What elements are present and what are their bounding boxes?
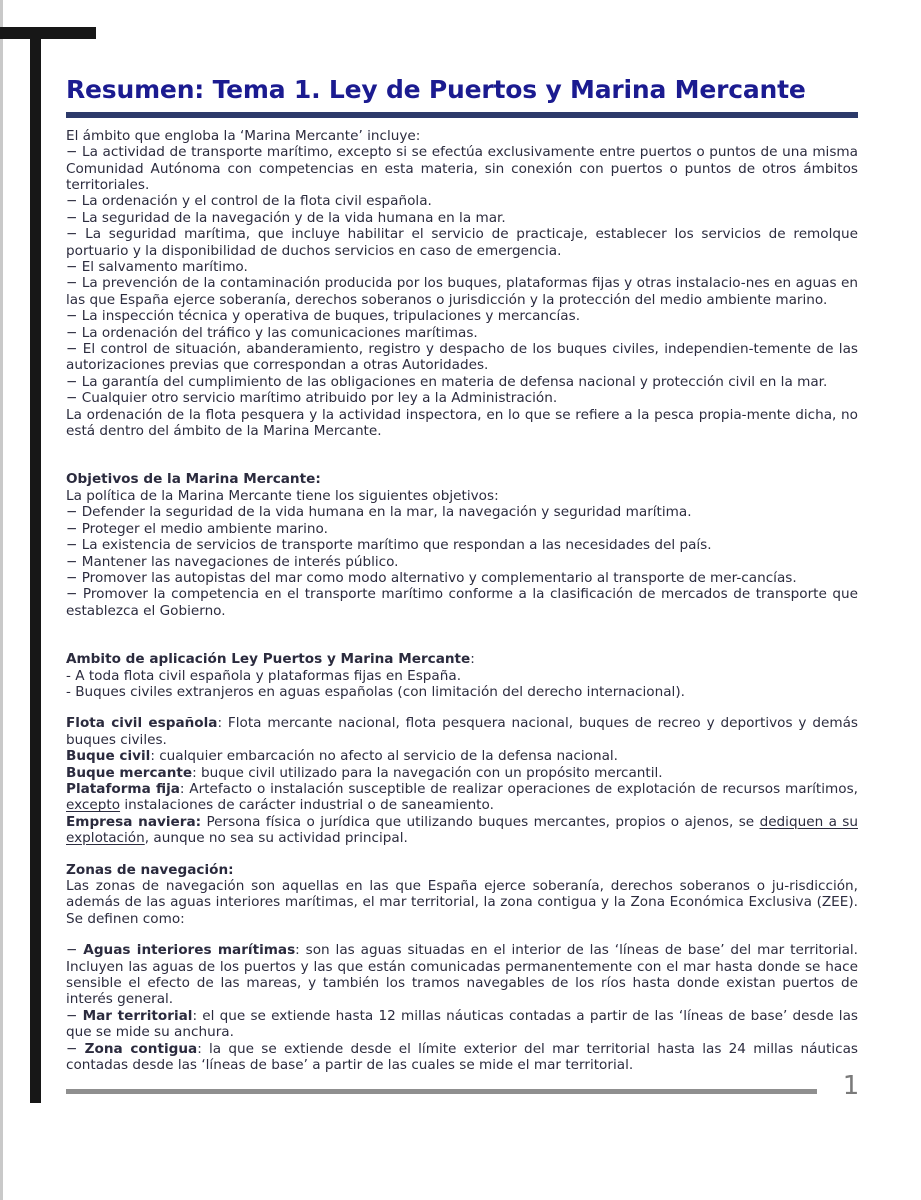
definition-empresa-naviera — [66, 814, 858, 847]
list-item: − Promover las autopistas del mar como modo alternativo y complementario al transporte de mer-cancías. — [66, 569, 797, 586]
page-title: Resumen: Tema 1. Ley de Puertos y Marina Mercante — [66, 75, 806, 104]
underlined-text: dediquen a su explotación — [66, 813, 858, 847]
page-number: 1 — [842, 1071, 860, 1101]
intro-lead: El ámbito que engloba la ‘Marina Mercante’ incluye: — [66, 127, 421, 144]
underlined-text: excepto — [66, 797, 121, 814]
list-item: − El salvamento marítimo. — [66, 259, 248, 275]
list-dash: − — [66, 1040, 85, 1057]
title-underline-rule — [66, 112, 858, 118]
definition-text: : cualquier embarcación no afecto al servicio de la defensa nacional. — [150, 748, 619, 765]
zona-term: Mar territorial — [82, 1007, 193, 1024]
list-item: − La prevención de la contaminación producida por los buques, plataformas fijas y otras instalacio-nes en aguas en las que España ejerce soberanía, derechos soberanos o jurisdicción y la protección del medio ambiente marino. — [66, 275, 858, 308]
definition-term: Empresa naviera: — [66, 813, 202, 830]
definition-text: : buque civil utilizado para la navegación con un propósito mercantil. — [192, 764, 663, 781]
list-item: − La ordenación y el control de la flota civil española. — [66, 193, 432, 210]
list-item: − La garantía del cumplimiento de las obligaciones en materia de defensa nacional y protección civil en la mar. — [66, 373, 828, 390]
document-content — [66, 76, 858, 1073]
list-item: − La seguridad de la navegación y de la vida humana en la mar. — [66, 209, 506, 226]
zonas-lead: Las zonas de navegación son aquellas en las que España ejerce soberanía, derechos soberanos o ju-risdicción, además de las aguas interiores marítimas, el mar territorial, la zona contigua y la Zona Económica Exclusiva (ZEE). Se definen como: — [66, 878, 858, 927]
list-item: − Proteger el medio ambiente marino. — [66, 520, 328, 537]
definition-term: Flota civil española — [66, 715, 218, 732]
document-body — [66, 128, 858, 1074]
section-heading-ambito — [66, 651, 858, 667]
scan-border-horizontal-line — [0, 27, 96, 39]
list-item: − La ordenación del tráfico y las comunicaciones marítimas. — [66, 324, 478, 341]
definition-text: Persona física o jurídica que utilizando buques mercantes, propios o ajenos, se — [201, 813, 760, 830]
definition-text: , aunque no sea su actividad principal. — [144, 830, 408, 847]
definition-text: : Flota mercante nacional, flota pesquera nacional, buques de recreo y deportivos y demás buques civiles. — [66, 715, 858, 748]
footer-rule — [66, 1089, 817, 1094]
list-item: - A toda flota civil española y plataformas fijas en España. — [66, 667, 462, 684]
list-dash: − — [66, 942, 84, 959]
list-dash: − — [66, 1007, 83, 1024]
zona-text: : la que se extiende desde el límite exterior del mar territorial hasta las 24 millas náuticas contadas desde las ‘líneas de base’ a partir de las cuales se mide el mar territorial. — [66, 1040, 859, 1074]
list-item: − La actividad de transporte marítimo, excepto si se efectúa exclusivamente entre puertos o puntos de una misma Comunidad Autónoma con competencias en esta materia, sin conexión con puertos o puntos de otros ámbitos territoriales. — [66, 144, 858, 193]
definition-plataforma-fija — [66, 781, 858, 814]
list-item: - Buques civiles extranjeros en aguas españolas (con limitación del derecho internacional). — [66, 683, 685, 700]
definition-flota-civil — [66, 715, 858, 748]
scan-border-vertical-line — [30, 27, 41, 1103]
zona-item-mar-territorial — [66, 1008, 858, 1041]
definition-term: Buque mercante — [66, 764, 193, 781]
zona-text: : son las aguas situadas en el interior de las ‘líneas de base’ del mar territorial. Incluyen las aguas de los puertos y las que están comunicadas permanentemente con el mar hasta donde se hace sensible el efecto de las mareas, y también los tramos navegables de los ríos hasta donde existan puertos de interés general. — [66, 942, 859, 1008]
list-item: − Mantener las navegaciones de interés público. — [66, 553, 399, 570]
definition-buque-mercante — [66, 765, 858, 781]
section-heading-ambito-bold: Ambito de aplicación Ley Puertos y Marina Mercante — [66, 651, 471, 668]
list-item: − Cualquier otro servicio marítimo atribuido por ley a la Administración. — [66, 390, 558, 407]
zona-item-zona-contigua — [66, 1041, 858, 1074]
list-item: − La inspección técnica y operativa de buques, tripulaciones y mercancías. — [66, 308, 581, 325]
definition-buque-civil — [66, 748, 858, 764]
objetivos-lead: La política de la Marina Mercante tiene los siguientes objetivos: — [66, 487, 499, 504]
zona-text: : el que se extiende hasta 12 millas náuticas contadas a partir de las ‘líneas de base’ desde las que se mide su anchura. — [66, 1007, 858, 1041]
list-item: − La existencia de servicios de transporte marítimo que respondan a las necesidades del país. — [66, 537, 712, 554]
definition-term: Plataforma fija — [66, 780, 180, 797]
definition-text: instalaciones de carácter industrial o de saneamiento. — [120, 797, 494, 814]
list-item: − El control de situación, abanderamiento, registro y despacho de los buques civiles, independien-temente de las autorizaciones previas que correspondan a otras Autoridades. — [66, 341, 858, 374]
zona-term: Aguas interiores marítimas — [83, 942, 296, 959]
section-heading-ambito-colon: : — [470, 651, 475, 668]
definition-term: Buque civil — [66, 748, 151, 765]
section-heading-objetivos: Objetivos de la Marina Mercante: — [66, 471, 321, 488]
list-item: − Promover la competencia en el transporte marítimo conforme a la clasificación de mercados de transporte que establezca el Gobierno. — [66, 586, 858, 619]
zona-item-aguas-interiores — [66, 942, 858, 1008]
scan-edge-line — [0, 0, 3, 1200]
definition-text: : Artefacto o instalación susceptible de realizar operaciones de explotación de recursos marítimos, — [179, 780, 858, 797]
intro-closing: La ordenación de la flota pesquera y la actividad inspectora, en lo que se refiere a la pesca propia-mente dicha, no está dentro del ámbito de la Marina Mercante. — [66, 406, 858, 440]
zona-term: Zona contigua — [84, 1040, 198, 1057]
section-heading-zonas: Zonas de navegación: — [66, 861, 234, 878]
list-item: − Defender la seguridad de la vida humana en la mar, la navegación y seguridad marítima. — [66, 504, 692, 521]
list-item: − La seguridad marítima, que incluye habilitar el servicio de practicaje, establecer los servicios de remolque portuario y la disponibilidad de duchos servicios en caso de emergencia. — [66, 226, 858, 259]
